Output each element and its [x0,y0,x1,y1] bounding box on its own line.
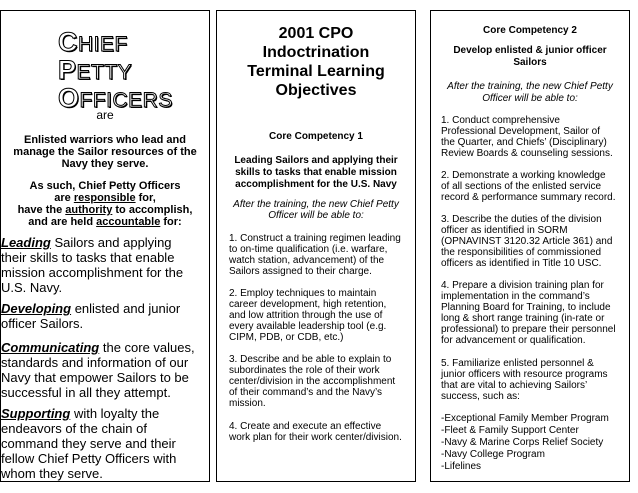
middle-title-2: Indoctrination [262,44,370,61]
competency-1-desc-2: skills to tasks that enable mission [235,167,397,178]
communicating-line-4: successful in all they attempt. [1,385,171,400]
right-item-5-line-4: success, such as: [441,391,520,402]
middle-after-training-2: Officer will be able to: [268,210,364,221]
right-item-3-line-2: officer as identified in SORM [441,225,568,236]
middle-item-1-line-4: Sailors assigned to their charge. [229,266,372,277]
right-item-2-line-3: record & performance summary record. [441,192,616,203]
intro-line-2: manage the Sailor resources of the [13,146,197,158]
program-4: -Navy College Program [441,449,545,460]
middle-item-3-line-1: 3. Describe and be able to explain to [229,354,392,365]
middle-item-4-line-1: 4. Create and execute an effective [229,421,382,432]
middle-item-4-line-2: work plan for their work center/division. [229,432,402,443]
developing-line-2: officer Sailors. [1,316,84,331]
right-item-4-line-6: for advancement or qualification. [441,335,586,346]
title-chief: CHIEF [58,27,128,57]
middle-title-1: 2001 CPO [278,25,354,42]
communicating-line-3: Navy that empower Sailors to be [1,370,189,385]
program-2: -Fleet & Family Support Center [441,425,579,436]
communicating-line-1: Communicating the core values, [1,340,195,355]
right-item-2-line-1: 2. Demonstrate a working knowledge [441,170,606,181]
middle-title-3: Terminal Learning [247,63,385,80]
right-item-4-line-3: Planning Board for Training, to include [441,302,611,313]
leading-line-2: their skills to tasks that enable [1,250,175,265]
middle-item-3-line-3: center/division in the accomplishment [229,376,396,387]
right-item-4-line-5: professional) to prepare their personnel [441,324,616,335]
intro-line-3: Navy they serve. [61,158,149,170]
authority-line: have the authority to accomplish, [17,204,193,216]
right-item-5-line-2: junior officers with resource programs [441,369,608,380]
communicating-line-2: standards and information of our [1,355,189,370]
title-officers: OFFICERS [58,83,173,113]
as-such-line: As such, Chief Petty Officers [29,180,181,192]
competency-2-desc-1: Develop enlisted & junior officer [453,45,607,56]
program-3: -Navy & Marine Corps Relief Society [441,437,604,448]
responsible-line: are responsible for, [54,192,156,204]
right-item-2-line-2: of all sections of the enlisted service [441,181,602,192]
supporting-line-5: whom they serve. [1,466,103,481]
right-item-3-line-4: the responsibilities of commissioned [441,247,602,258]
competency-1-desc-3: accomplishment for the U.S. Navy [235,179,397,190]
program-5: -Lifelines [441,461,482,472]
program-1: -Exceptional Family Member Program [441,413,609,424]
middle-item-2-line-4: every available leadership tool (e.g. [229,321,387,332]
right-item-5-line-3: that are vital to achieving Sailors’ [441,380,588,391]
right-item-3-line-5: officers as identified in Title 10 USC. [441,258,602,269]
middle-item-1-line-3: watch station, advancement) of the [229,255,385,266]
middle-item-2-line-5: CIPM, PDB, or CDB, etc.) [229,332,344,343]
middle-item-2-line-2: career development, high retention, [229,299,387,310]
right-after-training-2: Officer will be able to: [482,93,578,104]
middle-item-3-line-2: subordinates the role of their work [229,365,380,376]
middle-item-3-line-4: of their command’s and the Navy’s [229,387,383,398]
competency-2-title: Core Competency 2 [483,25,577,36]
title-petty: PETTY [58,55,133,85]
middle-item-1-line-1: 1. Construct a training regimen leading [229,233,401,244]
middle-item-2-line-3: and low attrition through the use of [229,310,383,321]
competency-1-desc-1: Leading Sailors and applying their [234,155,398,166]
supporting-line-4: fellow Chief Petty Officers with [1,451,177,466]
right-item-4-line-2: implementation in the command’s [441,291,590,302]
right-item-1-line-3: the Quarter, and Chiefs’ (Disciplinary) [441,137,607,148]
accountable-line: and are held accountable for: [28,216,182,228]
right-item-5-line-1: 5. Familiarize enlisted personnel & [441,358,594,369]
right-item-3-line-3: (OPNAVINST 3120.32 Article 361) and [441,236,613,247]
middle-item-1-line-2: to on-time qualification (i.e. warfare, [229,244,388,255]
leading-line-4: U.S. Navy. [1,280,63,295]
intro-line-1: Enlisted warriors who lead and [24,134,186,146]
leading-line-1: Leading Sailors and applying [1,235,172,250]
right-item-3-line-1: 3. Describe the duties of the division [441,214,602,225]
competency-1-title: Core Competency 1 [269,131,363,142]
middle-title-4: Objectives [275,82,357,99]
right-after-training-1: After the training, the new Chief Petty [447,81,613,92]
middle-item-3-line-5: mission. [229,398,266,409]
leading-line-3: mission accomplishment for the [1,265,184,280]
supporting-line-3: command they serve and their [1,436,176,451]
right-item-4-line-1: 4. Prepare a division training plan for [441,280,604,291]
supporting-line-2: endeavors of the chain of [1,421,147,436]
right-item-1-line-4: Review Boards & counseling sessions. [441,148,613,159]
developing-line-1: Developing enlisted and junior [1,301,181,316]
middle-after-training-1: After the training, the new Chief Petty [233,199,399,210]
right-item-1-line-2: Professional Development, Sailor of [441,126,600,137]
competency-2-desc-2: Sailors [513,57,547,68]
title-are: are [96,108,114,122]
supporting-line-1: Supporting with loyalty the [1,406,160,421]
right-item-4-line-4: long & short range training (in-rate or [441,313,605,324]
middle-item-2-line-1: 2. Employ techniques to maintain [229,288,377,299]
right-item-1-line-1: 1. Conduct comprehensive [441,115,560,126]
